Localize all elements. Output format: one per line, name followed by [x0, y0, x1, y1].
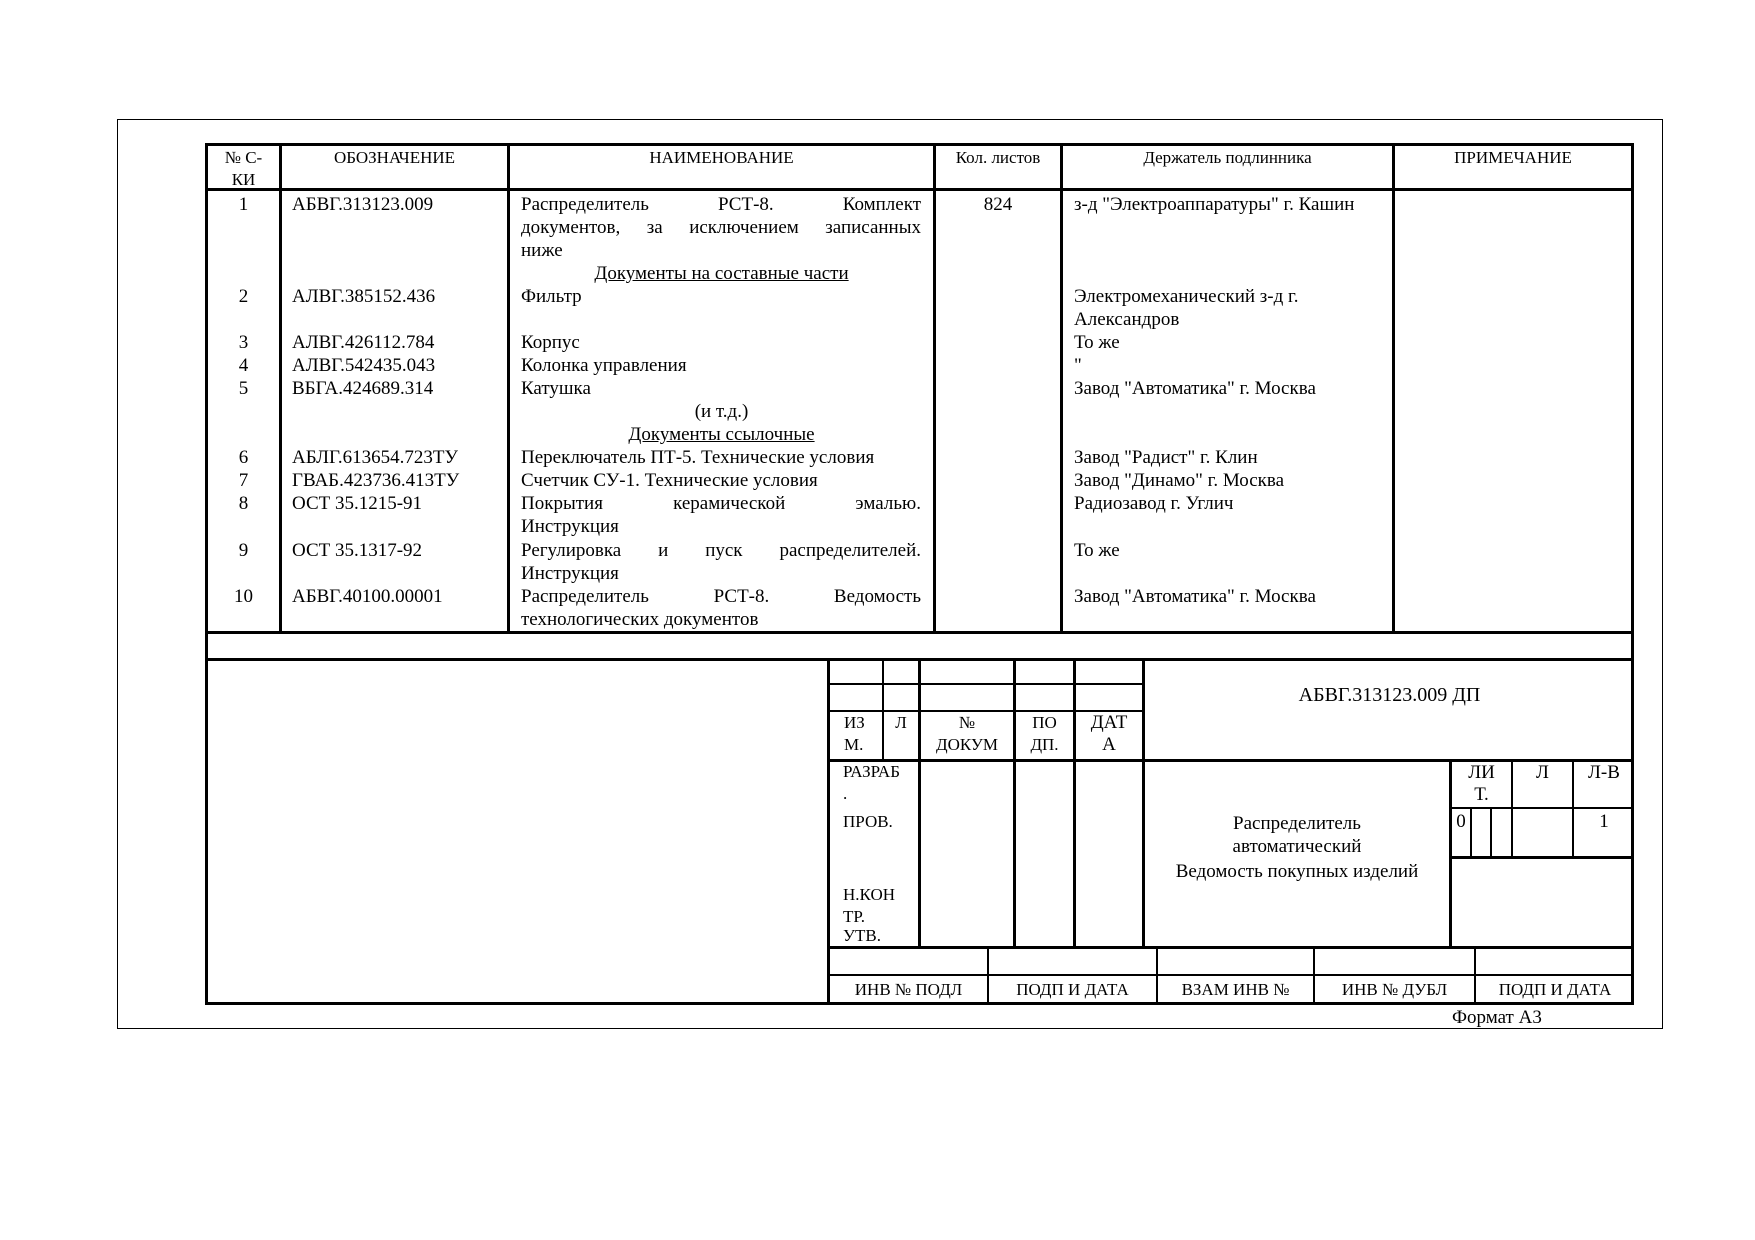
stamp-l-label: Л — [895, 713, 907, 732]
inv-dubl-label: ИНВ № ДУБЛ — [1341, 980, 1448, 999]
header-separator — [205, 188, 1634, 191]
stamp-utv-label: УТВ. — [843, 926, 882, 945]
header-num: № С- КИ — [224, 148, 263, 189]
stamp-line — [1449, 807, 1634, 809]
row-num: 4 — [238, 355, 249, 376]
stamp-prov-label: ПРОВ. — [843, 812, 893, 831]
row-designation: АБВГ.313123.009 — [292, 194, 434, 215]
row-name: Распределитель РСТ-8. Ведомость технологических документов — [521, 586, 921, 630]
row-name: Переключатель ПТ-5. Технические условия — [521, 447, 875, 468]
row-designation: АБЛГ.613654.723ТУ — [292, 447, 458, 468]
stamp-line — [918, 658, 921, 948]
format-label: Формат А3 — [1452, 1007, 1542, 1028]
stamp-line — [827, 974, 1634, 976]
col-divider — [507, 143, 510, 634]
row-holder: Электромеханический з-д г. — [1074, 286, 1299, 307]
stamp-list-label: Л — [1536, 762, 1549, 783]
header-note: ПРИМЕЧАНИЕ — [1454, 148, 1572, 167]
inv-podl-label: ИНВ № ПОДЛ — [854, 980, 963, 999]
row-holder: Завод "Автоматика" г. Москва — [1074, 378, 1316, 399]
row-name: Корпус — [521, 332, 580, 353]
row-num: 2 — [238, 286, 249, 307]
stamp-line — [1073, 658, 1076, 948]
row-name: Распределитель РСТ-8. Комплект документов, за исключением записанных ниже — [521, 194, 921, 261]
section-references: Документы ссылочные — [628, 424, 815, 445]
col-divider — [933, 143, 936, 634]
stamp-line — [1449, 856, 1634, 859]
stamp-lit-label: ЛИ Т. — [1468, 762, 1495, 805]
row-num: 5 — [238, 378, 249, 399]
row-num: 9 — [238, 540, 249, 561]
row-holder: То же — [1074, 540, 1120, 561]
stamp-title-1: Распределитель — [1233, 813, 1361, 834]
document-code: АБВГ.313123.009 ДП — [1298, 684, 1481, 706]
stamp-nkontr-label: Н.КОН ТР. — [843, 885, 895, 926]
stamp-line — [827, 946, 1634, 949]
header-holder: Держатель подлинника — [1143, 148, 1312, 167]
header-sheets: Кол. листов — [955, 148, 1041, 167]
row-name: Регулировка и пуск распределителей. Инструкция — [521, 540, 921, 584]
section-components: Документы на составные части — [594, 263, 849, 284]
row-sheets: 824 — [983, 194, 1013, 215]
col-divider — [279, 143, 282, 634]
stamp-line — [1490, 807, 1492, 857]
row-name: Фильтр — [521, 286, 582, 307]
row-num: 8 — [238, 493, 249, 514]
row-name: Счетчик СУ-1. Технические условия — [521, 470, 818, 491]
row-designation: АЛВГ.385152.436 — [292, 286, 436, 307]
row-num: 3 — [238, 332, 249, 353]
stamp-line — [1013, 658, 1016, 948]
row-designation: ОСТ 35.1317-92 — [292, 540, 423, 561]
col-divider — [1060, 143, 1063, 634]
col-divider — [1392, 143, 1395, 634]
row-holder: Александров — [1074, 309, 1180, 330]
stamp-line — [1470, 807, 1472, 857]
gap-strip — [205, 631, 1634, 661]
header-designation: ОБОЗНАЧЕНИЕ — [333, 148, 456, 167]
row-name: Катушка — [521, 378, 591, 399]
row-name: Колонка управления — [521, 355, 687, 376]
stamp-title-3: Ведомость покупных изделий — [1175, 861, 1419, 882]
row-designation: АЛВГ.542435.043 — [292, 355, 436, 376]
stamp-razrab-label: РАЗРАБ . — [843, 762, 900, 803]
stamp-podp-label: ПО ДП. — [1030, 713, 1059, 754]
row-holder: з-д "Электроаппаратуры" г. Кашин — [1074, 194, 1355, 215]
row-designation: ГВАБ.423736.413ТУ — [292, 470, 460, 491]
stamp-ndokum-label: № ДОКУМ — [935, 713, 999, 754]
row-name: Покрытия керамической эмалью. Инструкция — [521, 493, 921, 537]
row-num: 1 — [238, 194, 249, 215]
row-holder: " — [1074, 355, 1082, 376]
stamp-title-2: автоматический — [1232, 836, 1362, 857]
row-designation: ОСТ 35.1215-91 — [292, 493, 423, 514]
stamp-lit-value: 0 — [1456, 811, 1466, 832]
row-holder: Завод "Радист" г. Клин — [1074, 447, 1258, 468]
row-holder: Завод "Автоматика" г. Москва — [1074, 586, 1316, 607]
row-designation: ВБГА.424689.314 — [292, 378, 434, 399]
stamp-data-label: ДАТ А — [1090, 712, 1128, 755]
row-num: 6 — [238, 447, 249, 468]
row-num: 10 — [234, 586, 253, 607]
row-holder: То же — [1074, 332, 1120, 353]
stamp-listov-label: Л-В — [1588, 762, 1620, 783]
row-num: 7 — [238, 470, 249, 491]
row-holder: Радиозавод г. Углич — [1074, 493, 1234, 514]
podp-data-label-2: ПОДП И ДАТА — [1498, 980, 1612, 999]
stamp-line — [827, 683, 1142, 685]
row-designation: АБВГ.40100.00001 — [292, 586, 443, 607]
row-designation: АЛВГ.426112.784 — [292, 332, 435, 353]
header-name: НАИМЕНОВАНИЕ — [649, 148, 794, 167]
vzam-inv-label: ВЗАМ ИНВ № — [1181, 980, 1290, 999]
stamp-listov-value: 1 — [1599, 811, 1609, 832]
podp-data-label-1: ПОДП И ДАТА — [1016, 980, 1129, 999]
section-etc: (и т.д.) — [694, 401, 749, 422]
row-holder: Завод "Динамо" г. Москва — [1074, 470, 1285, 491]
stamp-izm-label: ИЗ М. — [844, 713, 865, 754]
